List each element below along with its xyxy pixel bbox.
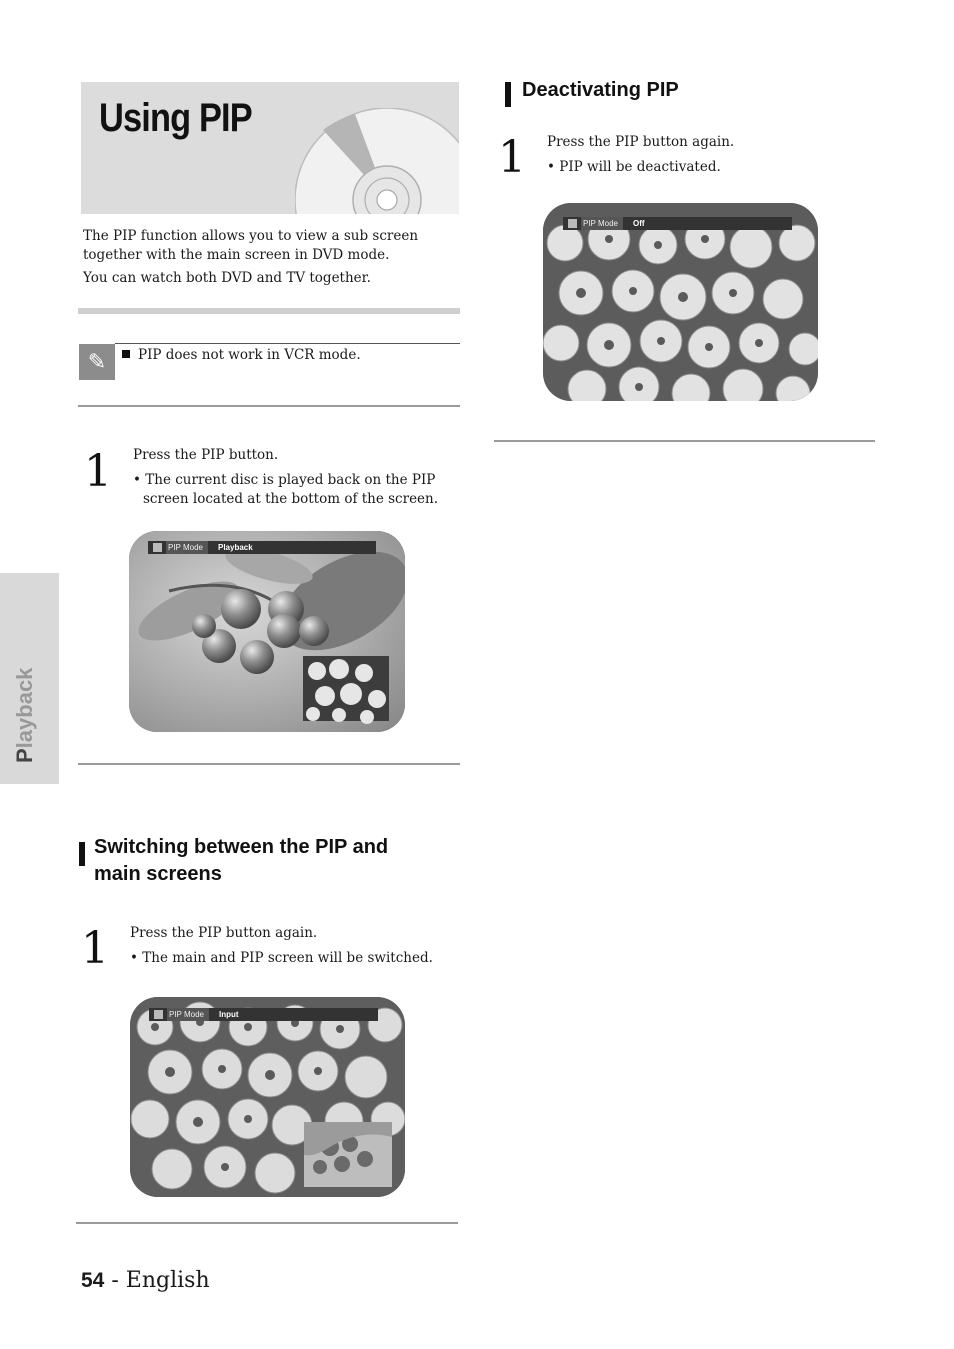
section-divider — [78, 763, 460, 765]
pencil-note-icon: ✎ — [79, 344, 115, 380]
osd-value: Input — [218, 1010, 239, 1019]
deactivating-heading: Deactivating PIP — [522, 79, 679, 101]
step-number: 1 — [84, 446, 112, 497]
pip-icon — [154, 1010, 163, 1019]
step-number: 1 — [498, 132, 526, 183]
step-bullet: • The current disc is played back on the PIP screen located at the bottom of the screen. — [133, 472, 439, 507]
pip-icon — [153, 543, 162, 552]
note-text — [122, 347, 361, 363]
heading-bar — [79, 842, 85, 866]
page-number: 54 — [81, 1269, 105, 1292]
side-tab-first-letter: P — [12, 748, 37, 763]
osd-bar — [563, 217, 792, 230]
osd-value: Playback — [217, 543, 253, 552]
footer-language: English — [125, 1268, 210, 1293]
side-tab-label — [12, 668, 38, 763]
step-instruction: Press the PIP button. — [133, 447, 279, 463]
tv-screen-off — [543, 203, 818, 401]
tv-screen-input — [130, 997, 405, 1197]
title-banner — [81, 82, 459, 214]
section-divider — [76, 1222, 458, 1224]
cherries-photo — [129, 531, 405, 732]
disc-icon — [295, 108, 459, 214]
intro-text — [83, 227, 455, 292]
intro-line-1: The PIP function allows you to view a sub screen together with the main screen in DVD mode. — [83, 228, 419, 263]
osd-bar — [148, 541, 376, 554]
section-divider — [78, 308, 460, 314]
osd-label: PIP Mode — [166, 541, 208, 554]
step-instructions — [133, 446, 453, 515]
page-footer — [81, 1268, 210, 1293]
side-tab-playback — [0, 573, 59, 784]
tv-screen-playback — [129, 531, 405, 732]
step-bullet: • The main and PIP screen will be switched. — [130, 950, 433, 966]
section-divider — [494, 440, 875, 442]
heading-bar — [505, 82, 511, 107]
note-bottom-rule — [78, 405, 460, 407]
note-label: PIP does not work in VCR mode. — [138, 347, 361, 363]
pip-icon — [568, 219, 577, 228]
flowers-photo — [130, 997, 405, 1197]
flowers-photo — [543, 203, 818, 401]
page-title: Using PIP — [99, 96, 252, 140]
step-instructions — [547, 133, 867, 183]
osd-bar — [149, 1008, 378, 1021]
footer-separator: - — [104, 1268, 126, 1293]
side-tab-rest: layback — [12, 667, 37, 749]
step-instructions — [130, 924, 450, 974]
osd-value: Off — [632, 219, 645, 228]
note-top-rule — [115, 343, 460, 344]
step-instruction: Press the PIP button again. — [130, 925, 318, 941]
intro-line-2: You can watch both DVD and TV together. — [83, 270, 371, 286]
step-bullet: • PIP will be deactivated. — [547, 159, 721, 175]
osd-label: PIP Mode — [167, 1008, 209, 1021]
osd-label: PIP Mode — [581, 217, 623, 230]
step-number: 1 — [81, 923, 109, 974]
switching-heading: Switching between the PIP and main screens — [94, 836, 389, 885]
step-instruction: Press the PIP button again. — [547, 134, 735, 150]
square-bullet-icon — [122, 350, 130, 358]
